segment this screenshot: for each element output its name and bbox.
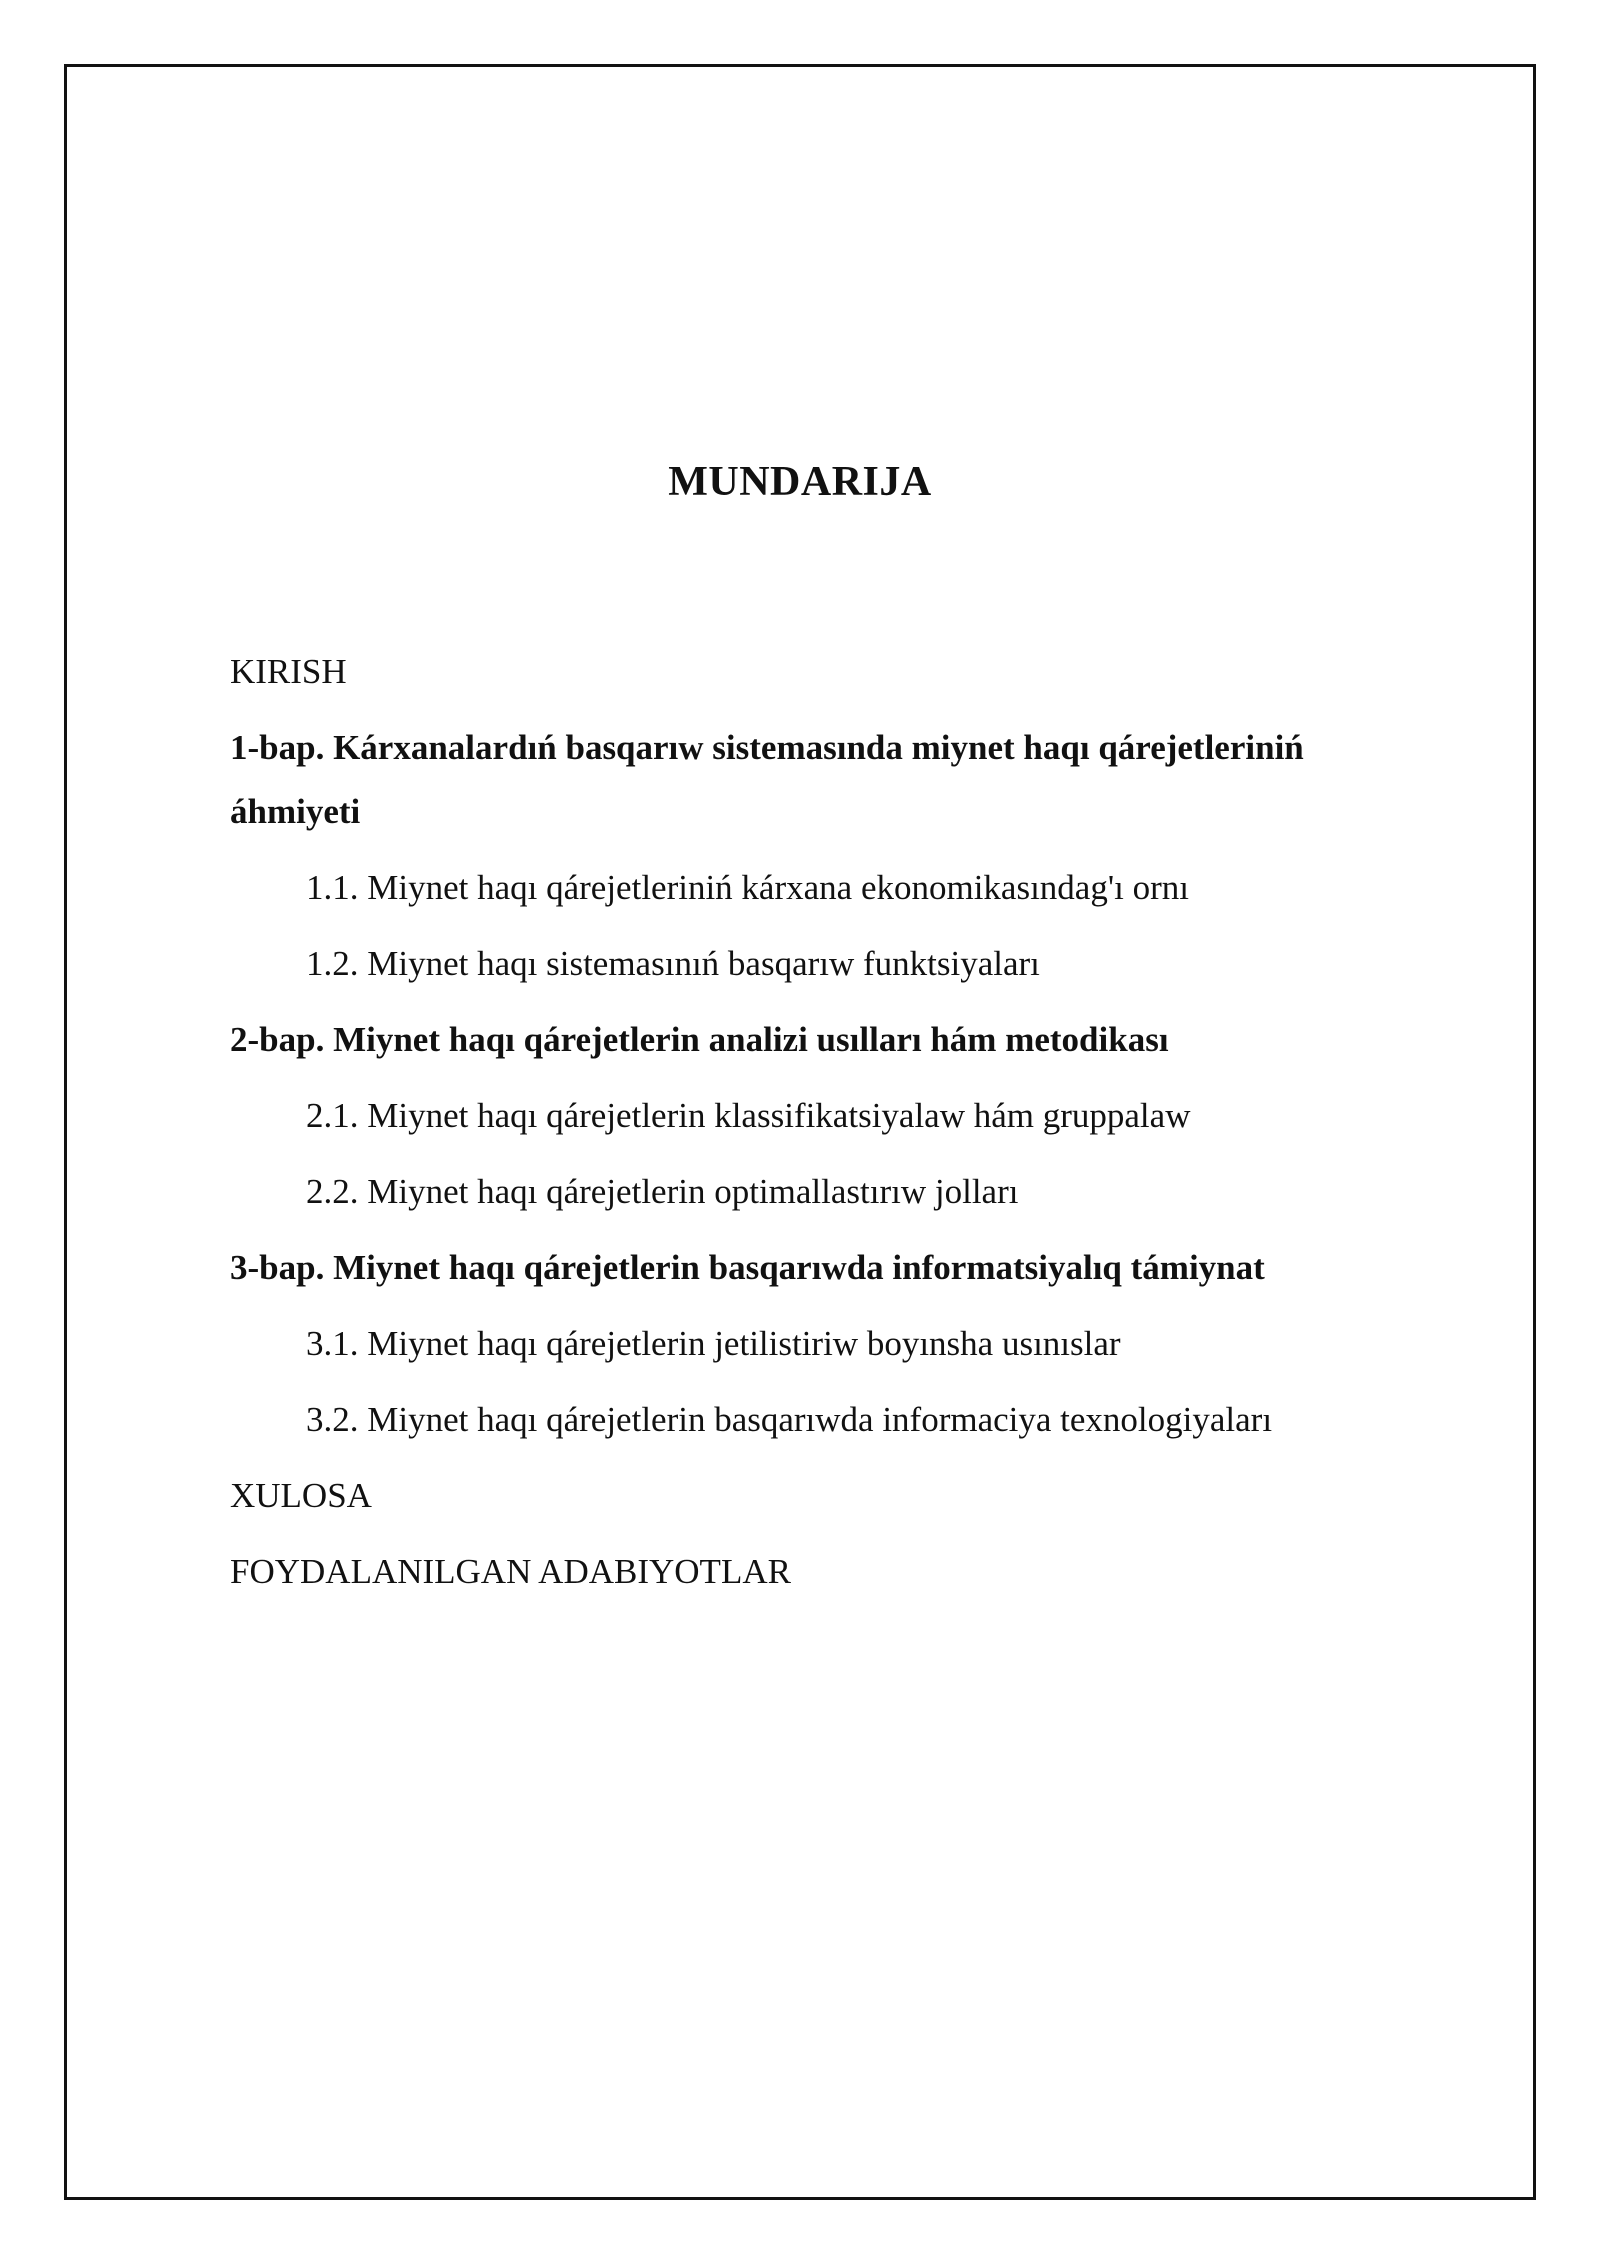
toc-item-conclusion: XULOSA: [230, 1476, 372, 1515]
toc-section-2-1: 2.1. Miynet haqı qárejetlerin klassifikatsiyalaw hám gruppalaw: [306, 1096, 1191, 1135]
toc-section-2-2: 2.2. Miynet haqı qárejetlerin optimallastırıw jolları: [306, 1172, 1019, 1211]
toc-item-intro: KIRISH: [230, 652, 347, 691]
table-of-contents: [230, 640, 1430, 1616]
toc-chapter-1: 1-bap. Kárxanalardıń basqarıw sistemasında miynet haqı qárejetleriniń áhmiyeti: [230, 728, 1304, 831]
toc-item-references: FOYDALANILGAN ADABIYOTLAR: [230, 1552, 791, 1591]
toc-chapter-3: 3-bap. Miynet haqı qárejetlerin basqarıwda informatsiyalıq támiynat: [230, 1248, 1265, 1287]
toc-section-3-2: 3.2. Miynet haqı qárejetlerin basqarıwda informaciya texnologiyaları: [306, 1400, 1273, 1439]
toc-section-1-1: 1.1. Miynet haqı qárejetleriniń kárxana ekonomikasındag'ı ornı: [306, 868, 1189, 907]
toc-chapter-2: 2-bap. Miynet haqı qárejetlerin analizi usılları hám metodikası: [230, 1020, 1169, 1059]
toc-section-3-1: 3.1. Miynet haqı qárejetlerin jetilistiriw boyınsha usınıslar: [306, 1324, 1121, 1363]
toc-section-1-2: 1.2. Miynet haqı sistemasınıń basqarıw funktsiyaları: [306, 944, 1040, 983]
page-title: MUNDARIJA: [668, 459, 932, 505]
